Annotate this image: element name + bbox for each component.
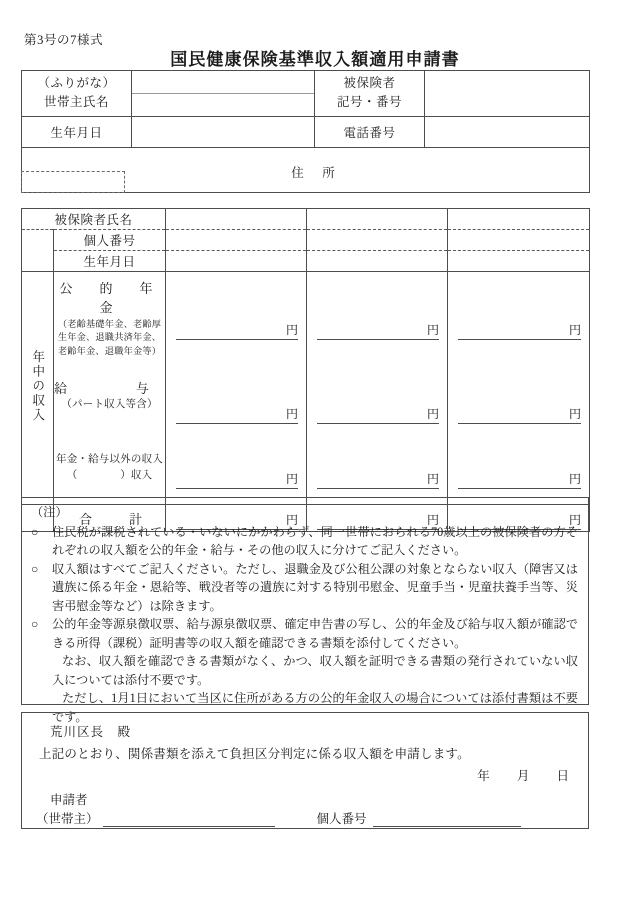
salary-field-2[interactable] (307, 374, 448, 440)
bullet-icon: ○ (31, 617, 39, 632)
total-amount-1: 円 (176, 511, 298, 530)
addressee: 荒川区長 殿 (50, 725, 132, 739)
householder-name-field[interactable] (132, 71, 315, 117)
table-row (22, 209, 590, 230)
salary-label-left: 給 (54, 381, 68, 396)
furigana-divider (132, 93, 314, 94)
phone-label-cell (315, 116, 425, 147)
other-income-amount-1: 円 (176, 470, 298, 489)
application-section (21, 712, 589, 829)
pension-label-cell (54, 272, 180, 375)
insured-symbol-field[interactable] (425, 71, 590, 117)
phone-field[interactable] (425, 116, 590, 147)
income-left-spacer-1 (22, 230, 54, 251)
salary-label-right: 与 (136, 381, 150, 396)
date-line[interactable] (477, 766, 570, 784)
my-number-input[interactable] (373, 814, 521, 827)
pension-amount-2: 円 (317, 321, 439, 340)
note-item-3-text: 公的年金等源泉徴収票、給与源泉徴収票、確定申告書の写し、公的年金及び給与収入額が確認できる所得（課税）証明書等の収入額を確認できる書類を添付してください。 (52, 617, 578, 650)
pension-label: 公 的 年 金 (59, 281, 180, 315)
insured-symbol-label-line2: 記号・番号 (336, 95, 402, 110)
insured-name-field-1[interactable] (166, 209, 307, 230)
table-row (22, 147, 590, 192)
note-item-2 (31, 560, 578, 616)
note-item-3 (31, 615, 578, 652)
my-number-label-cell (54, 230, 166, 251)
salary-amount-3: 円 (458, 405, 581, 424)
address-label: 住 所 (291, 165, 338, 180)
salary-label (54, 378, 165, 397)
table-row (22, 440, 590, 505)
salary-amount-1: 円 (176, 405, 298, 424)
pension-amount-3: 円 (458, 321, 581, 340)
income-table (21, 208, 590, 532)
insured-name-label: 被保険者氏名 (54, 213, 133, 227)
applicant-label: 申請者 (50, 793, 88, 807)
date-month-label: 月 (516, 769, 531, 783)
insured-birthdate-field-3[interactable] (448, 251, 590, 272)
annual-income-label-cell (22, 272, 54, 505)
salary-field-1[interactable] (166, 374, 307, 440)
pension-field-1[interactable] (166, 272, 307, 375)
insured-symbol-label-cell (315, 71, 425, 117)
page-title: 国民健康保険基準収入額適用申請書 (170, 50, 460, 69)
note-item-1 (31, 523, 578, 560)
pension-field-3[interactable] (448, 272, 590, 375)
my-number-field-3[interactable] (448, 230, 590, 251)
note-item-3-sub1: なお、収入額を確認できる書類がなく、かつ、収入額を証明できる書類の発行されていない収入については添付不要です。 (52, 654, 578, 687)
table-row (22, 230, 590, 251)
other-income-field-2[interactable] (307, 440, 448, 505)
insured-birthdate-label-cell (54, 251, 166, 272)
pension-field-2[interactable] (307, 272, 448, 375)
insured-name-label-cell (22, 209, 166, 230)
total-amount-3: 円 (458, 511, 581, 530)
signature-input[interactable] (103, 814, 275, 827)
note-item-1-text: 住民税が課税されている・いないにかかわらず、同一世帯におられる70歳以上の被保険者の方それぞれの収入額を公的年金・給与・その他の収入に分けてご記入ください。 (52, 524, 578, 558)
notes-section (21, 497, 589, 725)
other-income-amount-2: 円 (317, 470, 439, 489)
table-row (22, 116, 590, 147)
my-number-label: 個人番号 (83, 234, 136, 248)
table-row (22, 251, 590, 272)
address-field[interactable] (22, 147, 590, 192)
my-number-field-2[interactable] (307, 230, 448, 251)
phone-label: 電話番号 (343, 125, 396, 140)
income-left-spacer-2 (22, 251, 54, 272)
pension-note: （老齢基礎年金、老齢厚生年金、退職共済年金、老齢年金、退職年金等） (57, 319, 162, 356)
salary-field-3[interactable] (448, 374, 590, 440)
other-income-label: 年金・給与以外の収入 (56, 454, 163, 465)
other-income-field-1[interactable] (166, 440, 307, 505)
signature-row (36, 809, 576, 827)
bullet-icon: ○ (31, 524, 39, 539)
form-number: 第3号の7様式 (24, 33, 104, 47)
other-income-field-3[interactable] (448, 440, 590, 505)
insured-birthdate-field-2[interactable] (307, 251, 448, 272)
applicant-my-number-label: 個人番号 (316, 812, 367, 826)
other-income-label-cell (54, 440, 166, 505)
insured-birthdate-field-1[interactable] (166, 251, 307, 272)
householder-table (21, 70, 590, 193)
table-row (22, 272, 590, 375)
date-year-label: 年 (477, 769, 491, 783)
total-amount-2: 円 (317, 511, 439, 530)
date-day-label: 日 (556, 769, 570, 783)
insured-birthdate-label: 生年月日 (83, 255, 136, 269)
note-item-3-sub2: ただし、1月1日において当区に住所がある方の公的年金収入の場合については添付書類は不要です。 (52, 691, 578, 725)
insured-name-field-3[interactable] (448, 209, 590, 230)
birthdate-field[interactable] (132, 116, 315, 147)
birthdate-label: 生年月日 (50, 125, 103, 140)
note-item-2-text: 収入額はすべてご記入ください。ただし、退職金及び公租公課の対象とならない収入（障害又は遺族に係る年金・恩給等、戦没者等の遺族に対する特別弔慰金、児童手当・児童扶養手当等、災害弔慰金等など）は除きます。 (52, 561, 578, 613)
notes-heading: （注） (31, 505, 68, 519)
annual-income-label: 年中の収入 (30, 349, 45, 423)
my-number-field-1[interactable] (166, 230, 307, 251)
bullet-icon: ○ (31, 561, 39, 576)
birthdate-label-cell (22, 116, 132, 147)
other-income-amount-3: 円 (458, 470, 581, 489)
householder-signature-label: （世帯主） (36, 812, 99, 826)
furigana-label: （ふりがな） (37, 76, 116, 90)
salary-note: （パート収入等含） (61, 399, 158, 410)
pension-amount-1: 円 (176, 321, 298, 340)
salary-label-cell (54, 374, 166, 440)
insured-name-field-2[interactable] (307, 209, 448, 230)
total-label: 合 計 (79, 511, 155, 527)
application-statement: 上記のとおり、関係書類を添えて負担区分判定に係る収入額を申請します。 (39, 747, 470, 761)
other-income-sub-label: （ ）収入 (66, 469, 153, 481)
salary-amount-2: 円 (317, 405, 439, 424)
address-subbox[interactable] (21, 171, 125, 193)
insured-symbol-label-line1: 被保険者 (343, 76, 396, 90)
table-row (22, 374, 590, 440)
householder-name-label: 世帯主氏名 (43, 95, 109, 110)
householder-name-label-cell (22, 71, 132, 117)
